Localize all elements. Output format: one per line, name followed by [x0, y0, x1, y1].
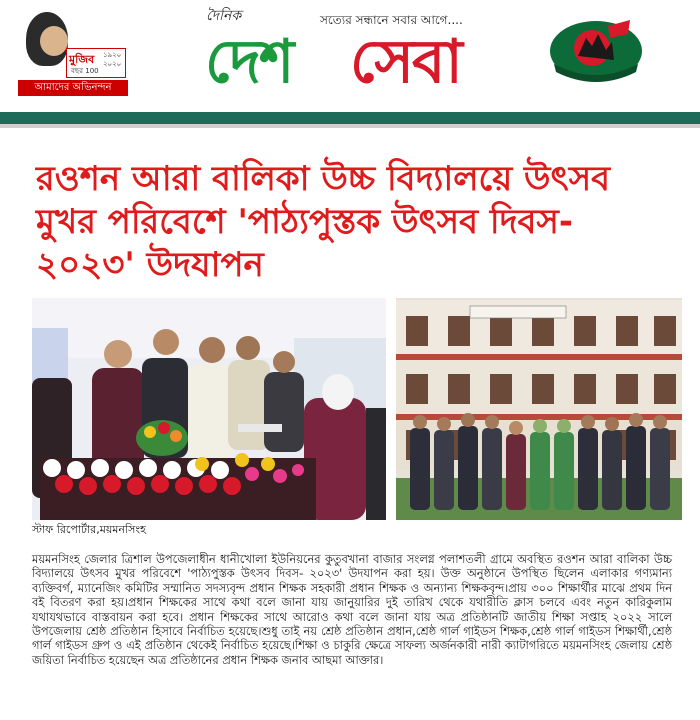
- emblem-years: ১৯২০ ২০২০: [103, 51, 122, 68]
- masthead-name-part1: দেশ: [205, 27, 293, 97]
- emblem-sub: বছর 100: [71, 67, 99, 75]
- article-body: ময়মনসিংহ জেলার ত্রিশাল উপজেলাধীন ধানীখোলা ইউনিয়নের কুতুবখানা বাজার সংলগ্ন পলাশতলী গ্রামে অবস্থিত রওশন আরা বালিকা উচ্চ বিদ্যালয়ে উৎসব মুখর পরিবেশে 'পাঠ্যপুস্তক উৎসব দিবস- ২০২৩' উদযাপন করা হয়। উক্ত অনুষ্ঠানে উপস্থিত ছিলেন এলাকার গণ্যমান্য ব্যক্তিবর্গ, ম্যানেজিং কমিটির সম্মানিত সদস্যবৃন্দ প্রধান শিক্ষক সহকারী প্রধান শিক্ষক ও অন্যান্য শিক্ষকবৃন্দ।প্রায় ৩০০ শিক্ষার্থীর মাঝে প্রথম দিন বই বিতরণ করা হয়।প্রধান শিক্ষকের সাথে কথা বলে জানা যায় জানুয়ারির দুই তারিখ থেকে যথারীতি ক্লাস চলবে এবং নতুন কারিকুলাম যথাযথভাবে বাস্তবায়ন করা হবে। প্রধান শিক্ষকের সাথে আরোও কথা বলে জানা যায় অত্র প্রতিষ্ঠানটি জাতীয় শিক্ষা সপ্তাহ ২০২২ সালে উপজেলায় শ্রেষ্ঠ প্রতিষ্ঠান হিসাবে নির্বাচিত হয়েছে।শুধু তাই নয় শ্রেষ্ঠ প্রতিষ্ঠান প্রধান,শ্রেষ্ঠ গার্ল গাইডস শিক্ষক,শ্রেষ্ঠ গার্ল গাইডস শিক্ষার্থী,শ্রেষ্ঠ গার্ল গাইডস গ্রুপ ও এই প্রতিষ্ঠান থেকেই নির্বাচিত হয়েছে।শিক্ষা ও চাকুরি ক্ষেত্রে সাফল্য অর্জনকারী নারী ক্যাটাগরিতে ময়মনসিংহ জেলায় শ্রেষ্ঠ জয়িতা নির্বাচিত হয়েছেন অত্র প্রতিষ্ঠানের প্রধান শিক্ষক জনাব আছমা আক্তার।: [32, 552, 672, 667]
- article-byline: স্টাফ রিপোর্টার,ময়মনসিংহ: [32, 523, 146, 536]
- book-distribution-photo: [32, 298, 386, 520]
- mujib-badge: [18, 8, 130, 94]
- school-building-photo: [396, 298, 682, 520]
- header-divider: [0, 112, 700, 124]
- badge-caption: আমাদের অভিনন্দন: [18, 80, 128, 96]
- daily-label: দৈনিক: [206, 8, 242, 24]
- masthead-name-part2: সেবা: [350, 27, 461, 97]
- emblem-text: মুজিব: [69, 53, 95, 66]
- article-headline: রওশন আরা বালিকা উচ্চ বিদ্যালয়ে উৎসব মুখর পরিবেশে 'পাঠ্যপুস্তক উৎসব দিবস- ২০২৩' উদযাপন: [36, 159, 611, 285]
- masthead-header: [0, 0, 700, 112]
- tagline: সত্যের সন্ধানে সবার আগে....: [320, 13, 463, 27]
- flag-logo-icon: [548, 16, 644, 86]
- portrait-icon: [26, 12, 68, 66]
- header-divider-shadow: [0, 124, 700, 128]
- mujib-100-emblem: [66, 48, 126, 78]
